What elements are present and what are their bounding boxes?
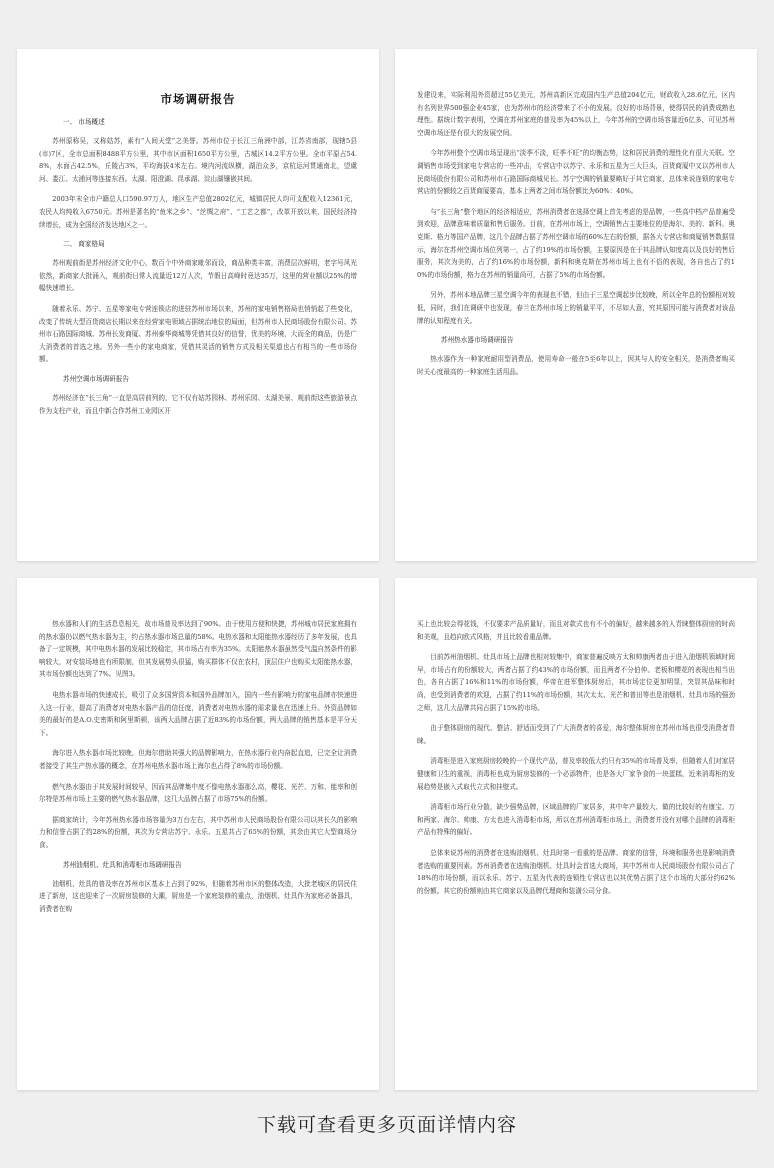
section-heading: 二、 商家格局 xyxy=(63,240,105,249)
document-page-3 xyxy=(17,578,379,1090)
paragraph: 与“长三角”整个地区的经济相适应，苏州消费者在选择空调上首先考虑的是品牌，一些高中档产品普遍受到欢迎，品牌意味着质量和售后服务。目前，在苏州市场上，空调销售占主要地位的是海尔、美的、新科、奥克斯、格力等国产品牌，这几个品牌占据了苏州空调市场的60%左右的份额，据各大专营店和商厦销售数据显示，海尔在苏州空调市场位列第一，占了约19%的市场份额，主要原因是在于其品牌认知度高以及良好的售后服务，其次为美的，占了约16%的市场份额，新科和奥克斯在苏州市场上也有不俗的表现，各自也占了约10%的市场份额，格力在苏州的销量尚可，占据了5%的市场份额。 xyxy=(417,207,735,279)
subsection-heading: 苏州空调市场调研报告 xyxy=(63,374,129,383)
paragraph: 苏州原称吴，又称姑苏，素有“人间天堂”之美誉。苏州市位于长江三角洲中部，江苏省南部，现辖5县(市)7区，全市总面积8488平方公里，其中市区面积1650平方公里，古城区14.2平方公里。全市平原占54.8%，水面占42.5%，丘陵占3%，平均海拔4米左右。境内河流纵横，湖泊众多，京杭运河贯通南北，望虞河、娄江、太浦河等连接东西。太湖、阳澄湖、昆承湖、淀山湖镶嵌其间。 xyxy=(39,137,357,183)
paragraph: 总体来说苏州的消费者在选购油烟机、灶具时第一看重的是品牌、商家的信誉，环境和服务也是影响消费者选购的重要因素。苏州消费者在选购油烟机、灶具时会首选大商场，其中苏州市人民商场股份有限公司占了18%的市场份额，而以永乐、苏宁、五星为代表的连锁性专营店也以其优势占据了这个市场的大部分约62%的份额。其它的份额则由其它商家以及品牌代理商和装潢公司分食。 xyxy=(417,848,735,895)
subsection-heading: 苏州热水器市场调研报告 xyxy=(441,336,514,345)
paragraph: 买上也比较会得花钱，不仅要求产品质量好，而且对款式也有不小的偏好，越来越多的人青睐整体厨房的时尚和美观，且趋向欧式风格，并且比较看重品牌。 xyxy=(417,620,735,641)
paragraph: 苏州观前街是苏州经济文化中心，数百个中外商家毗邻而设，商品种类丰富，消费层次鲜明，老字号风光依然，新商家大批涌入，观前街日常人流量近12万人次，节假日高峰时竟达35万，这里的营业额以25%的增幅快速增长。 xyxy=(39,259,357,293)
paragraph: 目前苏州油烟机、灶具市场上品牌也相对较集中，商家普遍反映方太和帅康两者由于进入油烟机领域时间早，市场占有的份额较大，两者占据了约43%的市场份额，而且两者不分伯仲。老板和樱花的表现也相当出色，各自占据了16%和11%的市场份额，华帝在进军整体厨房后，其市场定位更加明显，突显其品味和时尚，也受到消费者的欢迎，占据了约11%的市场份额，其次太太、光芒和普田等也是油烟机、灶具市场的强劲之师，这几大品牌共同占据了15%的市场。 xyxy=(417,653,735,712)
paragraph: 另外，苏州本地品牌三星空调今年的表现也不错，但由于三星空调起步比较晚，所以全年总的份额相对较低，同时，我们在调研中也发现，春兰在苏州市场上的销量平平，不尽如人意，究其原因可能与消费者对该品牌的认知程度有关。 xyxy=(417,291,735,325)
paragraph: 热水器和人们的生活息息相关，故市场普及率达到了90%。由于使用方便和快捷，苏州城市居民家庭拥有的热水器仍以燃气热水器为主，约占热水器市场总量的58%。电热水器和太阳能热水器经历了多年发展，也具备了一定规模，其中电热水器的发展比较稳定，其市场占有率为35%。太阳能热水器虽然受气温自然条件的影响较大，对安装场地也有所限制，但其发展势头很猛，购买群体不仅在农村，顶层住户也购买太阳能热水器，其市场份额也达到了7%。见图3。 xyxy=(39,620,357,679)
paragraph: 据商家统计，今年苏州热水器市场容量为3万台左右，其中苏州市人民商场股份有限公司以其长久的影响力和信誉占据了约28%的份额，其次为专营店苏宁、永乐、五星共占了65%的份额，其余由其它大型商场分食。 xyxy=(39,815,357,849)
paragraph: 消毒柜是进入家庭厨房较晚的一个现代产品，普及率较低大约只有35%的市场普及率，但随着人们对家居健康和卫生的重视，消毒柜也成为厨房装修的一个必添物件，也是各大厂家争食的一块蛋糕，近来消毒柜的发展趋势是嵌入式取代立式和挂壁式。 xyxy=(417,757,735,791)
document-page-4 xyxy=(395,578,757,1090)
document-page-1 xyxy=(17,49,379,561)
paragraph: 热水器作为一种家庭耐用型消费品，使用寿命一般在5至6年以上，因其与人的安全相关，是消费者购买时关心度最高的一种家庭生活用品。 xyxy=(417,355,735,376)
section-heading: 一、 市场概述 xyxy=(63,118,105,126)
paragraph: 消毒柜市场行业分散，缺少强势品牌，区域品牌的厂家居多，其中年产量较大、做的比较好的有康宝、万和两家、海尔、帅康、方太也进入消毒柜市场，所以在苏州消毒柜市场上，消费者并没有对哪个品牌的消毒柜产品有特殊的偏好。 xyxy=(417,803,735,837)
subsection-heading: 苏州油烟机、灶具和消毒柜市场调研报告 xyxy=(63,860,182,869)
paragraph: 燃气热水器由于其发展时间较早，因而其品牌集中度不像电热水器那么高，樱花、光芒、万和、能率和创尔特是苏州市场上主要的燃气热水器品牌，这几大品牌占据了市场75%的份额。 xyxy=(39,782,357,804)
download-more-caption[interactable]: 下载可查看更多页面详情内容 xyxy=(256,1114,517,1136)
paragraph: 今年苏州整个空调市场呈现出“淡季不淡，旺季不旺”的均衡态势，这和居民消费的理性化有很大关联。空调销售市场受到家电专营店的一些冲击，专营店中以苏宁、永乐和五星为三大巨头，百货商厦中又以苏州市人民商场股份有限公司和苏州市石路国际商城见长。苏宁空调的销量要略好于其它商家，总体来说连锁的家电专营店的份额较之百货商厦要高，基本上两者之间市场份额比为60%：40%。 xyxy=(417,149,735,196)
paragraph: 电热水器市场的快速成长，吸引了众多国营资本和国外品牌加入，国内一些有影响力的家电品牌亦快速进入这一行业，提高了消费者对电热水器产品的信任度，消费者对电热水器的需求量也在迅速上升。外资品牌如美的最好的是A.O.史密斯和阿里斯顿，该两大品牌占据了近83%的市场份额，两大品牌的销售基本是平分天下。 xyxy=(39,690,357,737)
document-title: 市场调研报告 xyxy=(160,92,236,106)
paragraph: 油烟机、灶具的普及率在苏州市区基本上占到了92%，但随着苏州市区的整体改造，大批老城区的居民住进了新房，这也迎来了一次厨房装修的大潮，厨房是一个家庭装修的重点，油烟机、灶具作为家庭必备器具，消费者在购 xyxy=(39,879,357,913)
paragraph: 2003年末全市户籍总人口590.97万人，地区生产总值2802亿元，城镇居民人均可支配收入12361元，农民人均纯收入6750元。苏州是著名的“鱼米之乡”、“丝绸之府”、“工艺之都”，改革开放以来，国民经济持续增长，成为全国经济发达地区之一。 xyxy=(39,195,357,229)
paragraph: 海尔进入热水器市场比较晚，但海尔借助其强大的品牌影响力，在热水器行业内奋起直追，已完全让消费者接受了其生产热水器的概念，在苏州电热水器市场上海尔也占得了8%的市场份额。 xyxy=(39,749,357,770)
paragraph: 由于整体厨房的现代、整洁、舒适而受到了广大消费者的喜爱，海尔整体厨房在苏州市场也很受消费者青睐。 xyxy=(417,724,735,745)
document-page-2 xyxy=(395,49,757,561)
paragraph: 发建设来，实际利用外资超过55亿美元，苏州高新区完成国内生产总值204亿元，财政收入28.6亿元，区内有名列世界500强企业45家，也为苏州市的经济带来了不小的发展。良好的市场背景，使得居民的消费成熟也理性。据统计数字表明，空调在苏州家庭的普及率为45%以上，今年苏州的空调市场容量近6亿多，可见苏州空调市场还是有很大的发展空间。 xyxy=(417,91,735,137)
paragraph: 苏州经济在“长三角”一直是高居前列的，它不仅有姑苏园林、苏州乐园、太湖美景、观前街这些旅游景点作为支柱产业，而且中新合作苏州工业园区开 xyxy=(39,393,357,415)
paragraph: 随着永乐、苏宁、五星等家电专营连锁店的进驻苏州市场以来，苏州的家电销售格局也悄悄起了些变化，改变了传统大型百货商店长期以来在经营家电领域占据统治地位的局面，但苏州市人民商场股份有限公司、苏州市石路国际商城、苏州长发商厦、苏州泰华商城等凭借其良好的信誉，优美的环境，大而全的商品，仍是广大消费者的首选之地。另外一些小的家电商家，凭借其灵活的销售方式及相关渠道也占有相当的一些市场份额。 xyxy=(39,304,357,364)
